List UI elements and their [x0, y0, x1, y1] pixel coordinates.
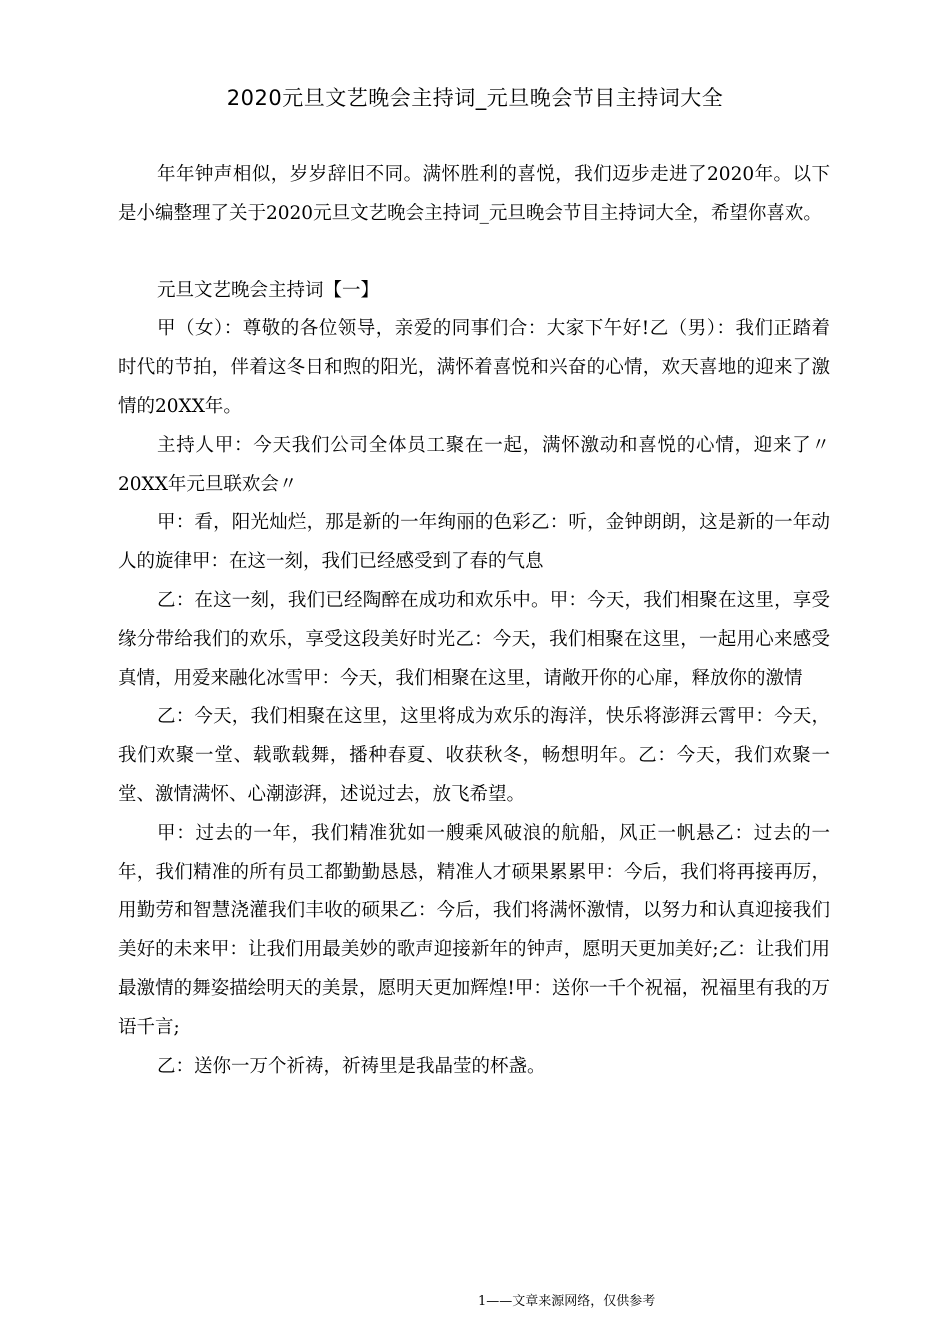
body-paragraph: 乙：在这一刻，我们已经陶醉在成功和欢乐中。甲：今天，我们相聚在这里，享受缘分带给我们的欢乐，享受这段美好时光乙：今天，我们相聚在这里，一起用心来感受真情，用爱来融化冰雪甲：今天，我们相聚在这里，请敞开你的心扉，释放你的激情 — [118, 589, 830, 689]
section-heading: 元旦文艺晚会主持词【一】 — [157, 279, 380, 301]
body-paragraph: 甲：看，阳光灿烂，那是新的一年绚丽的色彩乙：听，金钟朗朗，这是新的一年动人的旋律甲：在这一刻，我们已经感受到了春的气息 — [118, 512, 830, 573]
body-paragraph: 乙：今天，我们相聚在这里，这里将成为欢乐的海洋，快乐将澎湃云霄甲：今天，我们欢聚一堂、载歌载舞，播种春夏、收获秋冬，畅想明年。乙：今天，我们欢聚一堂、激情满怀、心潮澎湃，述说过去，放飞希望。 — [118, 706, 830, 805]
body-paragraph: 乙：送你一万个祈祷，祈祷里是我晶莹的杯盏。 — [157, 1055, 546, 1077]
body-paragraph: 主持人甲：今天我们公司全体员工聚在一起，满怀激动和喜悦的心情，迎来了〃20XX年元旦联欢会〃 — [118, 434, 830, 495]
body-paragraph: 甲：过去的一年，我们精准犹如一艘乘风破浪的航船，风正一帆悬乙：过去的一年，我们精准的所有员工都勤勤恳恳，精准人才硕果累累甲：今后，我们将再接再厉，用勤劳和智慧浇灌我们丰收的硕果乙：今后，我们将满怀激情，以努力和认真迎接我们美好的未来甲：让我们用最美妙的歌声迎接新年的钟声，愿明天更加美好;乙：让我们用最激情的舞姿描绘明天的美景，愿明天更加辉煌!甲：送你一千个祝福，祝福里有我的万语千言; — [118, 822, 830, 1038]
intro-paragraph: 年年钟声相似，岁岁辞旧不同。满怀胜利的喜悦，我们迈步走进了2020年。以下是小编整理了关于2020元旦文艺晚会主持词_元旦晚会节目主持词大全，希望你喜欢。 — [118, 164, 830, 224]
page-footer: 1——文章来源网络，仅供参考 — [478, 1294, 656, 1309]
document-body — [118, 156, 830, 1086]
document-title: 2020元旦文艺晚会主持词_元旦晚会节目主持词大全 — [226, 86, 724, 110]
body-paragraph: 甲（女）：尊敬的各位领导，亲爱的同事们合：大家下午好!乙（男）：我们正踏着时代的节拍，伴着这冬日和煦的阳光，满怀着喜悦和兴奋的心情，欢天喜地的迎来了激情的20XX年。 — [118, 318, 830, 417]
